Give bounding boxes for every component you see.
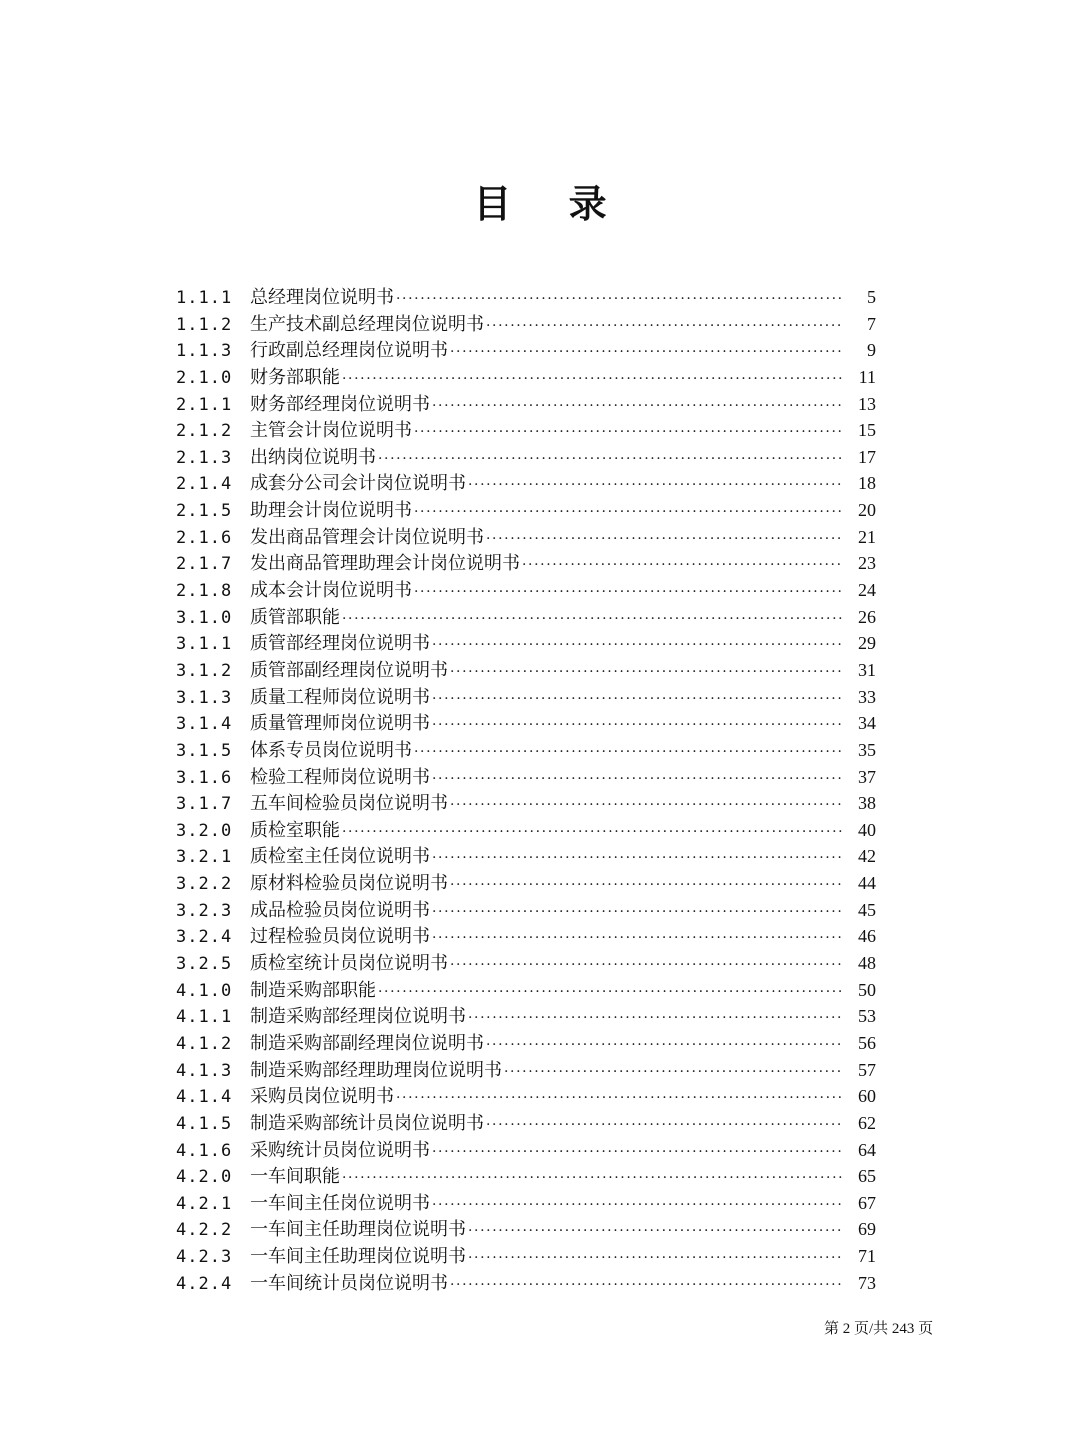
- toc-entry-number: 4.1.5: [176, 1113, 233, 1134]
- toc-entry[interactable]: [176, 524, 876, 551]
- toc-dot-leader: [378, 445, 842, 473]
- toc-entry-page: 62: [858, 1112, 876, 1133]
- toc-entry-number: 4.2.0: [176, 1167, 233, 1188]
- toc-entry-page: 37: [858, 766, 876, 787]
- toc-dot-leader: [522, 551, 842, 579]
- toc-entry-page: 46: [858, 926, 876, 947]
- toc-dot-leader: [486, 312, 842, 340]
- toc-entry-title: 质检室统计员岗位说明书: [250, 953, 448, 975]
- toc-entry-title: 成本会计岗位说明书: [250, 580, 412, 602]
- toc-dot-leader: [432, 765, 842, 793]
- toc-entry-number: 4.2.1: [176, 1193, 233, 1214]
- toc-entry-number: 3.1.0: [176, 607, 233, 628]
- toc-entry-number: 4.1.6: [176, 1140, 233, 1161]
- toc-entry-number: 3.1.3: [176, 687, 233, 708]
- toc-entry-number: 2.1.6: [176, 527, 233, 548]
- toc-dot-leader: [432, 924, 842, 952]
- toc-entry-number: 3.1.4: [176, 714, 233, 735]
- toc-entry-page: 38: [858, 793, 876, 814]
- toc-entry-number: 3.2.1: [176, 847, 233, 868]
- toc-dot-leader: [414, 418, 842, 446]
- toc-dot-leader: [450, 871, 842, 899]
- toc-entry-title: 一车间统计员岗位说明书: [250, 1272, 448, 1294]
- toc-entry-title: 成品检验员岗位说明书: [250, 899, 430, 921]
- toc-entry[interactable]: [176, 391, 876, 418]
- toc-entry-page: 13: [858, 393, 876, 414]
- toc-entry-title: 主管会计岗位说明书: [250, 420, 412, 442]
- toc-entry[interactable]: [176, 1243, 876, 1270]
- toc-entry[interactable]: [176, 444, 876, 471]
- toc-entry-title: 检验工程师岗位说明书: [250, 766, 430, 788]
- toc-entry-page: 21: [858, 526, 876, 547]
- toc-entry-number: 3.1.7: [176, 794, 233, 815]
- toc-dot-leader: [468, 1244, 842, 1272]
- toc-entry-title: 制造采购部副经理岗位说明书: [250, 1032, 484, 1054]
- toc-entry-title: 发出商品管理会计岗位说明书: [250, 526, 484, 548]
- toc-entry[interactable]: [176, 284, 876, 311]
- toc-entry[interactable]: [176, 1083, 876, 1110]
- toc-entry-number: 2.1.2: [176, 421, 233, 442]
- toc-entry-number: 1.1.2: [176, 314, 233, 335]
- toc-entry-title: 质管部职能: [250, 606, 340, 628]
- toc-entry-page: 9: [867, 340, 876, 361]
- page-title: 目 录: [473, 181, 629, 226]
- toc-entry[interactable]: [176, 897, 876, 924]
- toc-entry-page: 34: [858, 713, 876, 734]
- toc-entry-title: 一车间主任岗位说明书: [250, 1192, 430, 1214]
- toc-entry-page: 11: [858, 366, 876, 387]
- toc-entry[interactable]: [176, 1270, 876, 1297]
- toc-entry-title: 一车间主任助理岗位说明书: [250, 1246, 466, 1268]
- toc-entry-title: 生产技术副总经理岗位说明书: [250, 313, 484, 335]
- toc-entry[interactable]: [176, 497, 876, 524]
- toc-entry[interactable]: [176, 710, 876, 737]
- toc-entry[interactable]: [176, 950, 876, 977]
- toc-entry-title: 采购员岗位说明书: [250, 1086, 394, 1108]
- toc-dot-leader: [468, 1004, 842, 1032]
- toc-entry-page: 17: [858, 446, 876, 467]
- toc-entry-title: 一车间主任助理岗位说明书: [250, 1219, 466, 1241]
- toc-entry[interactable]: [176, 1216, 876, 1243]
- toc-entry-number: 4.1.2: [176, 1033, 233, 1054]
- toc-dot-leader: [396, 1084, 842, 1112]
- toc-entry-title: 过程检验员岗位说明书: [250, 926, 430, 948]
- toc-entry-page: 50: [858, 979, 876, 1000]
- toc-dot-leader: [432, 844, 842, 872]
- toc-dot-leader: [342, 365, 842, 393]
- toc-entry-number: 4.1.4: [176, 1087, 233, 1108]
- toc-dot-leader: [342, 605, 842, 633]
- toc-entry-number: 1.1.3: [176, 341, 233, 362]
- toc-entry-title: 一车间职能: [250, 1166, 340, 1188]
- toc-dot-leader: [432, 898, 842, 926]
- toc-entry-number: 2.1.7: [176, 554, 233, 575]
- table-of-contents: [176, 284, 876, 1296]
- toc-entry-number: 2.1.4: [176, 474, 233, 495]
- toc-entry-number: 3.1.2: [176, 660, 233, 681]
- toc-dot-leader: [468, 1217, 842, 1245]
- toc-entry[interactable]: [176, 1057, 876, 1084]
- toc-entry-page: 44: [858, 873, 876, 894]
- toc-entry-page: 23: [858, 553, 876, 574]
- toc-entry[interactable]: [176, 870, 876, 897]
- toc-entry[interactable]: [176, 843, 876, 870]
- toc-entry[interactable]: [176, 604, 876, 631]
- toc-entry-page: 65: [858, 1166, 876, 1187]
- toc-dot-leader: [342, 1164, 842, 1192]
- toc-entry-number: 3.2.4: [176, 927, 233, 948]
- toc-entry-number: 4.2.3: [176, 1247, 233, 1268]
- toc-entry-page: 7: [867, 313, 876, 334]
- toc-entry-title: 发出商品管理助理会计岗位说明书: [250, 553, 520, 575]
- toc-entry-page: 48: [858, 953, 876, 974]
- toc-dot-leader: [450, 338, 842, 366]
- toc-entry-number: 4.1.0: [176, 980, 233, 1001]
- toc-entry[interactable]: [176, 577, 876, 604]
- toc-entry-page: 29: [858, 633, 876, 654]
- toc-entry[interactable]: [176, 337, 876, 364]
- toc-dot-leader: [450, 1271, 842, 1299]
- toc-entry-page: 56: [858, 1032, 876, 1053]
- toc-entry-title: 制造采购部经理助理岗位说明书: [250, 1059, 502, 1081]
- toc-dot-leader: [468, 471, 842, 499]
- toc-entry[interactable]: [176, 764, 876, 791]
- toc-entry-page: 5: [867, 287, 876, 307]
- toc-entry[interactable]: [176, 417, 876, 444]
- toc-entry-title: 五车间检验员岗位说明书: [250, 793, 448, 815]
- toc-entry-page: 71: [858, 1246, 876, 1267]
- toc-dot-leader: [378, 978, 842, 1006]
- toc-entry-number: 4.1.3: [176, 1060, 233, 1081]
- toc-entry-page: 69: [858, 1219, 876, 1240]
- toc-dot-leader: [450, 951, 842, 979]
- toc-entry-title: 制造采购部职能: [250, 979, 376, 1001]
- toc-entry-title: 体系专员岗位说明书: [250, 739, 412, 761]
- toc-entry[interactable]: [176, 737, 876, 764]
- toc-entry[interactable]: [176, 790, 876, 817]
- toc-entry-number: 3.2.3: [176, 900, 233, 921]
- toc-dot-leader: [432, 711, 842, 739]
- toc-entry-number: 2.1.0: [176, 367, 233, 388]
- toc-dot-leader: [396, 285, 842, 313]
- toc-entry-number: 2.1.3: [176, 447, 233, 468]
- toc-entry-page: 35: [858, 739, 876, 760]
- toc-dot-leader: [486, 1031, 842, 1059]
- toc-entry-page: 64: [858, 1139, 876, 1160]
- toc-entry[interactable]: [176, 550, 876, 577]
- toc-entry-page: 73: [858, 1272, 876, 1293]
- toc-entry-page: 67: [858, 1192, 876, 1213]
- toc-entry-page: 40: [858, 819, 876, 840]
- toc-entry-page: 24: [858, 580, 876, 601]
- toc-entry-title: 财务部经理岗位说明书: [250, 393, 430, 415]
- toc-entry[interactable]: [176, 977, 876, 1004]
- toc-entry-title: 制造采购部经理岗位说明书: [250, 1006, 466, 1028]
- toc-entry-number: 3.2.2: [176, 874, 233, 895]
- toc-entry-title: 质检室主任岗位说明书: [250, 846, 430, 868]
- toc-entry[interactable]: [176, 923, 876, 950]
- toc-entry[interactable]: [176, 470, 876, 497]
- toc-entry[interactable]: [176, 817, 876, 844]
- toc-entry-title: 出纳岗位说明书: [250, 446, 376, 468]
- toc-entry-page: 42: [858, 846, 876, 867]
- toc-entry[interactable]: [176, 1030, 876, 1057]
- toc-entry-title: 质管部经理岗位说明书: [250, 633, 430, 655]
- toc-entry[interactable]: [176, 684, 876, 711]
- toc-entry-page: 45: [858, 899, 876, 920]
- toc-entry-page: 57: [858, 1059, 876, 1080]
- toc-entry-number: 2.1.1: [176, 394, 233, 415]
- toc-entry-title: 成套分公司会计岗位说明书: [250, 473, 466, 495]
- toc-entry[interactable]: [176, 1163, 876, 1190]
- toc-entry-number: 4.2.4: [176, 1273, 233, 1294]
- toc-entry-number: 4.2.2: [176, 1220, 233, 1241]
- toc-entry[interactable]: [176, 1190, 876, 1217]
- toc-dot-leader: [414, 498, 842, 526]
- toc-entry-number: 4.1.1: [176, 1007, 233, 1028]
- toc-entry-title: 财务部职能: [250, 366, 340, 388]
- toc-entry-page: 53: [858, 1006, 876, 1027]
- toc-entry-number: 3.2.0: [176, 820, 233, 841]
- toc-entry-page: 31: [858, 659, 876, 680]
- toc-entry-number: 3.1.1: [176, 634, 233, 655]
- toc-entry-number: 3.1.5: [176, 740, 233, 761]
- toc-entry-number: 1.1.1: [176, 288, 233, 308]
- toc-dot-leader: [342, 818, 842, 846]
- toc-dot-leader: [414, 738, 842, 766]
- toc-entry-title: 质量工程师岗位说明书: [250, 686, 430, 708]
- toc-dot-leader: [450, 791, 842, 819]
- toc-entry-page: 60: [858, 1086, 876, 1107]
- toc-dot-leader: [504, 1058, 842, 1086]
- toc-dot-leader: [432, 392, 842, 420]
- toc-entry-title: 质量管理师岗位说明书: [250, 713, 430, 735]
- toc-entry-number: 3.1.6: [176, 767, 233, 788]
- toc-entry-number: 2.1.8: [176, 581, 233, 602]
- toc-entry-page: 33: [858, 686, 876, 707]
- toc-entry[interactable]: [176, 364, 876, 391]
- toc-entry[interactable]: [176, 311, 876, 338]
- toc-entry-title: 质检室职能: [250, 819, 340, 841]
- toc-dot-leader: [414, 578, 842, 606]
- page-footer: 第 2 页/共 243 页: [824, 1321, 934, 1337]
- toc-entry-title: 原材料检验员岗位说明书: [250, 873, 448, 895]
- toc-dot-leader: [450, 658, 842, 686]
- toc-entry[interactable]: [176, 630, 876, 657]
- toc-entry-number: 3.2.5: [176, 954, 233, 975]
- toc-entry-page: 20: [858, 500, 876, 521]
- toc-entry-number: 2.1.5: [176, 501, 233, 522]
- toc-dot-leader: [432, 1191, 842, 1219]
- toc-entry-title: 行政副总经理岗位说明书: [250, 340, 448, 362]
- toc-entry-title: 制造采购部统计员岗位说明书: [250, 1112, 484, 1134]
- toc-entry[interactable]: [176, 1110, 876, 1137]
- toc-entry[interactable]: [176, 657, 876, 684]
- toc-entry-title: 总经理岗位说明书: [250, 287, 394, 308]
- toc-dot-leader: [432, 1138, 842, 1166]
- toc-entry[interactable]: [176, 1137, 876, 1164]
- toc-entry-page: 26: [858, 606, 876, 627]
- toc-dot-leader: [432, 631, 842, 659]
- toc-dot-leader: [432, 685, 842, 713]
- toc-entry-title: 质管部副经理岗位说明书: [250, 659, 448, 681]
- toc-dot-leader: [486, 525, 842, 553]
- toc-entry-page: 15: [858, 420, 876, 441]
- toc-entry[interactable]: [176, 1003, 876, 1030]
- toc-entry-page: 18: [858, 473, 876, 494]
- toc-entry-title: 助理会计岗位说明书: [250, 500, 412, 522]
- toc-entry-title: 采购统计员岗位说明书: [250, 1139, 430, 1161]
- toc-dot-leader: [486, 1111, 842, 1139]
